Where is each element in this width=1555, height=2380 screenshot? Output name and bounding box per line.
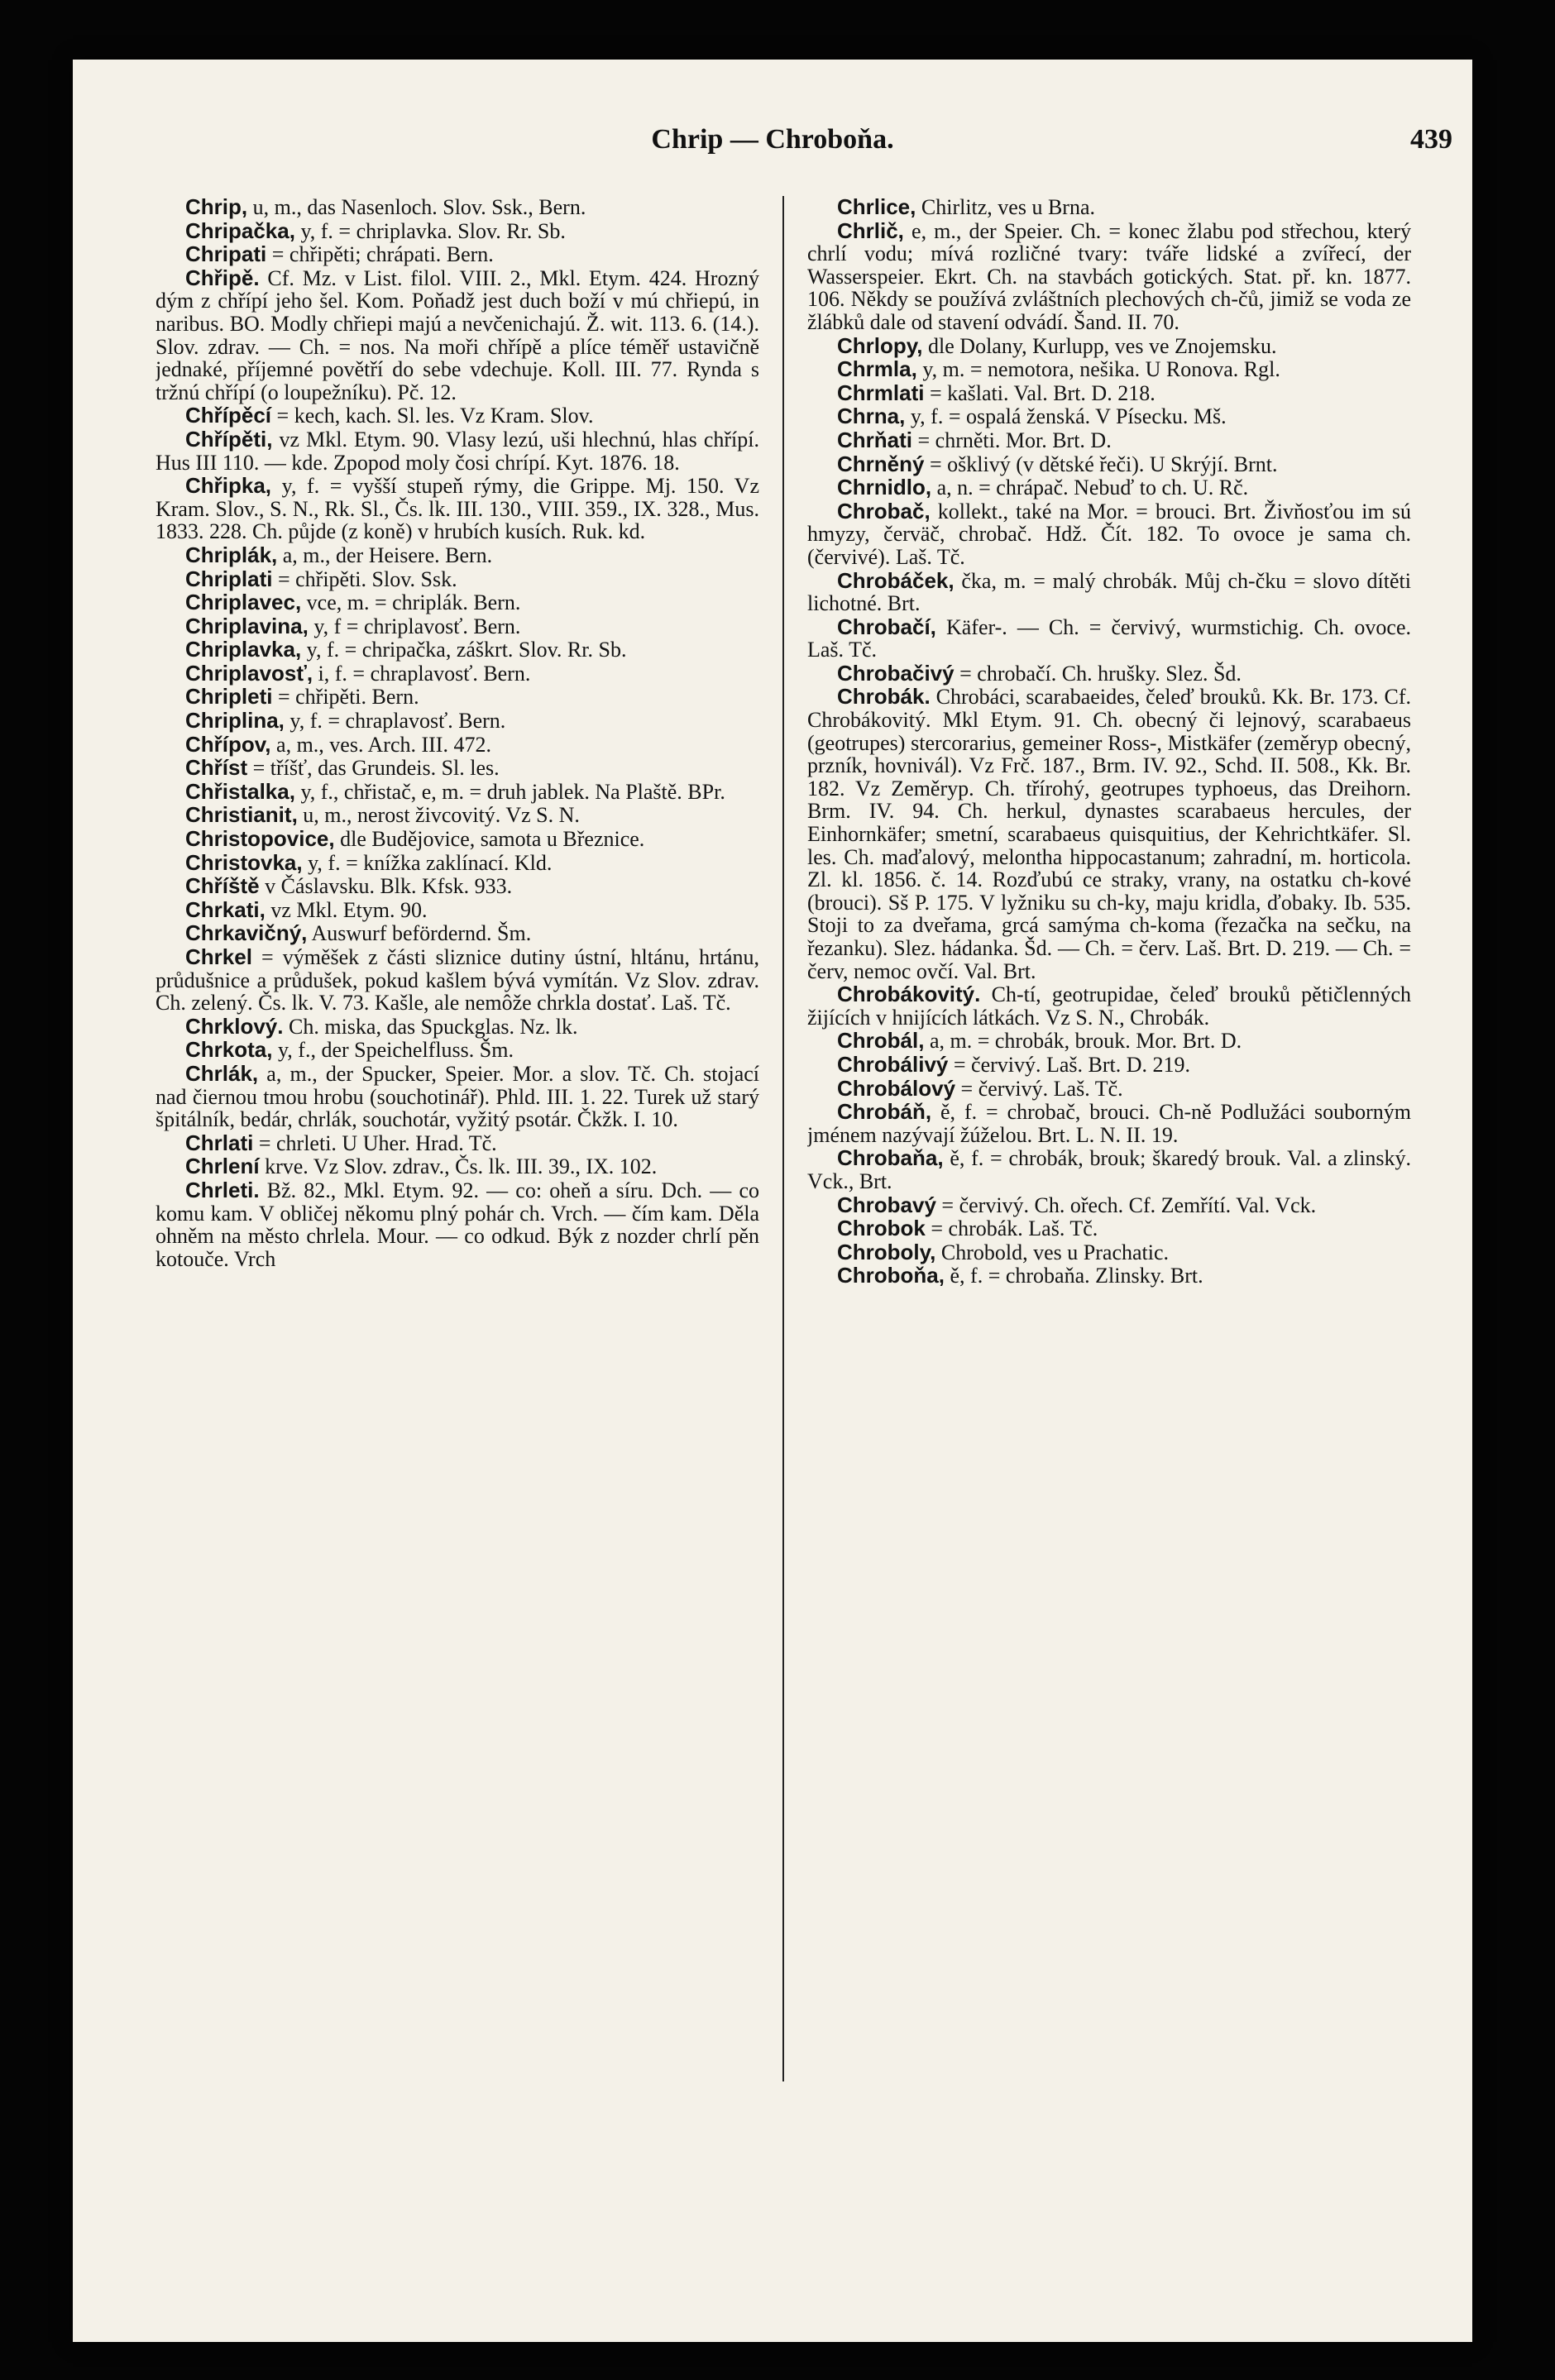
entry-headword: Chřistalka, bbox=[185, 778, 295, 804]
entry-headword: Chrobačí, bbox=[837, 614, 936, 639]
entry-definition: kollekt., také na Mor. = brouci. Brt. Živňosťou im sú hmyzy, červäč, chrobač. Hdž. Čít. 182. To ovoce je sama ch. (červivé). Laš. Tč. bbox=[807, 499, 1411, 569]
dictionary-entry bbox=[156, 544, 759, 567]
page-header bbox=[73, 124, 1472, 174]
entry-headword: Chrkel bbox=[185, 944, 252, 969]
dictionary-entry bbox=[156, 615, 759, 638]
dictionary-entry bbox=[807, 453, 1411, 476]
dictionary-entry bbox=[156, 428, 759, 474]
entry-headword: Chrobaňa, bbox=[837, 1145, 944, 1171]
entry-definition: = ošklivý (v dětské řeči). U Skrýjí. Brnt. bbox=[924, 452, 1278, 476]
entry-headword: Chříst bbox=[185, 755, 248, 781]
dictionary-entry bbox=[156, 1155, 759, 1178]
entry-headword: Chrobač, bbox=[837, 498, 931, 523]
entry-definition: Chirlitz, ves u Brna. bbox=[916, 196, 1096, 219]
entry-definition: u, m., nerost živcovitý. Vz S. N. bbox=[297, 803, 580, 828]
entry-headword: Chriplavina, bbox=[185, 613, 309, 638]
entry-definition: Bž. 82., Mkl. Etym. 92. — co: oheň a síru. Dch. — co komu kam. V obličej někomu plný pohár ch. Vrch. — čím kam. Děla ohněm na město chrlela. Mour. — co odkud. Býk z nozder chrlí pěn kotouče. Vrch bbox=[156, 1178, 759, 1271]
entry-definition: čka, m. = malý chrobák. Můj ch-čku = slovo dítěti lichotné. Brt. bbox=[807, 568, 1411, 616]
dictionary-entry bbox=[156, 1179, 759, 1270]
dictionary-entry bbox=[807, 196, 1411, 219]
entry-headword: Christovka, bbox=[185, 849, 303, 875]
text-columns bbox=[156, 196, 1413, 2230]
entry-headword: Chříště bbox=[185, 873, 260, 899]
dictionary-entry bbox=[807, 1075, 1411, 1101]
dictionary-entry bbox=[156, 946, 759, 1015]
entry-definition: dle Dolany, Kurlupp, ves ve Znojemsku. bbox=[922, 333, 1277, 358]
dictionary-entry bbox=[156, 778, 759, 804]
entry-definition: vz Mkl. Etym. 90. Vlasy lezú, uši hlechnú, hlas chřípí. Hus III 110. — kde. Zpopod moly čosi chrípí. Kyt. 1876. 18. bbox=[156, 427, 759, 475]
entry-definition: e, m., der Speier. Ch. = konec žlabu pod střechou, který chrlí vodu; mívá rozličné tvary: tváře lidské a zvířecí, der Wasserspeier. Ekrt. Ch. na stavbách gotických. Stat. př. kn. 1877. 106. Někdy se používá zvláštních plechových ch-čů, jimiž se voda ze žlábků dale od stavení odvádí. Šand. II. 70. bbox=[807, 218, 1411, 334]
entry-headword: Chrlák, bbox=[185, 1060, 259, 1086]
entry-definition: = červivý. Laš. Tč. bbox=[955, 1076, 1123, 1101]
entry-definition: = červivý. Ch. ořech. Cf. Zemřítí. Val. Vck. bbox=[935, 1192, 1317, 1217]
entry-definition: y, f., der Speichelfluss. Šm. bbox=[272, 1038, 514, 1063]
entry-definition: a, m. = chrobák, brouk. Mor. Brt. D. bbox=[924, 1029, 1242, 1054]
dictionary-entry bbox=[807, 382, 1411, 405]
dictionary-entry bbox=[807, 983, 1411, 1029]
entry-headword: Chrlice, bbox=[837, 196, 916, 219]
entry-definition: dle Budějovice, samota u Březnice. bbox=[334, 827, 645, 852]
entry-headword: Chřipka, bbox=[185, 473, 272, 499]
entry-definition: a, m., der Heisere. Bern. bbox=[277, 542, 493, 567]
right-column bbox=[807, 196, 1411, 2230]
entry-definition: a, n. = chrápač. Nebuď to ch. U. Rč. bbox=[931, 476, 1249, 500]
dictionary-entry bbox=[807, 476, 1411, 499]
entry-definition: Ch-tí, geotrupidae, čeleď brouků pětičlenných žijících v hnijících látkách. Vz S. N., Chrobák. bbox=[807, 982, 1411, 1030]
dictionary-entry bbox=[156, 731, 759, 757]
entry-headword: Christopovice, bbox=[185, 826, 335, 852]
entry-headword: Chrobál, bbox=[837, 1028, 925, 1054]
entry-headword: Chrmla, bbox=[837, 356, 917, 382]
column-divider bbox=[782, 196, 784, 2081]
dictionary-entry bbox=[807, 1030, 1411, 1053]
entry-headword: Chrobavý bbox=[837, 1192, 936, 1217]
entry-headword: Chriplati bbox=[185, 566, 273, 591]
dictionary-entry bbox=[807, 1241, 1411, 1264]
entry-headword: Chrobákovitý. bbox=[837, 982, 981, 1007]
entry-headword: Chroboňa, bbox=[837, 1263, 945, 1288]
dictionary-entry bbox=[807, 500, 1411, 569]
dictionary-entry bbox=[156, 662, 759, 686]
entry-definition: vce, m. = chriplák. Bern. bbox=[301, 590, 521, 615]
entry-definition: = chrněti. Mor. Brt. D. bbox=[912, 428, 1112, 452]
entry-headword: Chřípov, bbox=[185, 731, 271, 757]
entry-headword: Chripleti bbox=[185, 684, 273, 710]
entry-headword: Chrobáček, bbox=[837, 567, 955, 593]
entry-definition: Ch. miska, das Spuckglas. Nz. lk. bbox=[283, 1014, 578, 1039]
dictionary-entry bbox=[807, 1264, 1411, 1288]
dictionary-entry bbox=[156, 243, 759, 266]
entry-definition: = červivý. Laš. Brt. D. 219. bbox=[948, 1052, 1191, 1077]
dictionary-entry bbox=[807, 686, 1411, 982]
left-column bbox=[156, 196, 759, 2230]
entry-headword: Chrobok bbox=[837, 1216, 926, 1241]
entry-definition: = kašlati. Val. Brt. D. 218. bbox=[924, 380, 1155, 405]
entry-definition: ě, f. = chrobač, brouci. Ch-ně Podlužáci souborným jménem nazývají žúželou. Brt. L. N. II. 19. bbox=[807, 1100, 1411, 1147]
dictionary-entry bbox=[156, 1013, 759, 1039]
entry-definition: y, f. = chripačka, záškrt. Slov. Rr. Sb. bbox=[301, 638, 627, 662]
dictionary-entry bbox=[807, 567, 1411, 616]
entry-headword: Chripati bbox=[185, 241, 267, 267]
dictionary-entry bbox=[156, 896, 759, 922]
entry-definition: ě, f. = chrobák, brouk; škaredý brouk. Val. a zlinský. Vck., Brt. bbox=[807, 1146, 1411, 1193]
dictionary-entry bbox=[156, 710, 759, 733]
dictionary-entry bbox=[156, 217, 759, 243]
dictionary-entry bbox=[156, 828, 759, 851]
entry-headword: Chrkota, bbox=[185, 1037, 273, 1063]
entry-definition: y, f. = vyšší stupeň rýmy, die Grippe. Mj. 150. Vz Kram. Slov., S. N., Rk. Sl., Čs. lk. III. 130., VIII. 359., IX. 328., Mus. 1833. 228. Ch. půjde (z koně) v hrubích kusích. Ruk. kd. bbox=[156, 474, 759, 544]
entry-definition: krve. Vz Slov. zdrav., Čs. lk. III. 39., IX. 102. bbox=[259, 1154, 658, 1179]
dictionary-entry bbox=[807, 662, 1411, 686]
dictionary-entry bbox=[156, 1039, 759, 1062]
entry-definition: y, f = chriplavosť. Bern. bbox=[308, 614, 521, 638]
entry-headword: Chroboly, bbox=[837, 1239, 936, 1264]
dictionary-entry bbox=[156, 638, 759, 662]
entry-definition: Chrobáci, scarabaeides, čeleď brouků. Kk. Br. 173. Cf. Chrobákovitý. Mkl Etym. 91. Ch. obecný či lejnový, scarabaeus (geotrupes) stercorarius, gemeiner Ross-, Mistkäfer (zeměryp obecný, przník, hovnivál). Vz Frč. 187., Brm. IV. 92., Schd. II. 508., Kk. Br. 182. Vz Zeměryp. Ch. třírohý, geotrupes typhoeus, das Dreihorn. Brm. IV. 94. Ch. herkul, dynastes scarabaeus hercules, der Einhornkäfer; smetní, scarabaeus quisquitius, der Kehrichtkäfer. Sl. les. Ch. maďalový, melontha hippocastanum; zahradní, m. horticola. Zl. kl. 1856. č. 14. Rozďubú ce straky, vrany, na ostatku ch-kové (brouci). Sš P. 175. V lyžniku su ch-ky, maju kridla, ďobaky. Ib. 535. Stoji to za dveřama, grcá samýma ch-koma (řezačka na sečku, na řezanku). Slez. hádanka. Šd. — Ch. = červ. Laš. Brt. D. 219. — Ch. = červ, nemoc ovčí. Val. Brt. bbox=[807, 685, 1411, 983]
entry-definition: = chrleti. U Uher. Hrad. Tč. bbox=[253, 1130, 497, 1155]
entry-definition: Auswurf befördernd. Šm. bbox=[307, 921, 532, 946]
dictionary-entry bbox=[807, 217, 1411, 334]
entry-definition: y, m. = nemotora, nešika. U Ronova. Rgl. bbox=[916, 357, 1280, 382]
entry-definition: Käfer-. — Ch. = červivý, wurmstichig. Ch. ovoce. Laš. Tč. bbox=[807, 614, 1411, 662]
dictionary-entry bbox=[156, 875, 759, 898]
entry-headword: Chrlení bbox=[185, 1154, 260, 1179]
dictionary-entry bbox=[807, 1147, 1411, 1192]
entry-definition: y, f. = chriplavka. Slov. Rr. Sb. bbox=[294, 218, 566, 243]
dictionary-page bbox=[73, 60, 1472, 2342]
entry-headword: Chrleti. bbox=[185, 1177, 260, 1202]
entry-definition: = výměšek z části sliznice dutiny ústní, hltánu, hrtánu, průdušnice a průdušek, pokud kašlem bývá vymítán. Vz Slov. zdrav. Ch. zelený. Čs. lk. V. 73. Kašle, ale nemôže chrkla dostať. Laš. Tč. bbox=[156, 945, 759, 1016]
entry-headword: Chrobálový bbox=[837, 1075, 956, 1101]
entry-headword: Chrip, bbox=[185, 196, 248, 219]
dictionary-entry bbox=[156, 849, 759, 875]
dictionary-entry bbox=[807, 1101, 1411, 1146]
entry-definition: u, m., das Nasenloch. Slov. Ssk., Bern. bbox=[247, 196, 586, 219]
entry-headword: Chrlati bbox=[185, 1130, 254, 1155]
entry-definition: y, f. = chraplavosť. Bern. bbox=[284, 709, 506, 734]
entry-headword: Chrkati, bbox=[185, 896, 266, 922]
dictionary-entry bbox=[156, 475, 759, 543]
dictionary-entry bbox=[807, 429, 1411, 452]
entry-definition: y, f., chřistač, e, m. = druh jablek. Na Plaště. BPr. bbox=[294, 779, 725, 804]
entry-definition: = tříšť, das Grundeis. Sl. les. bbox=[247, 756, 500, 781]
entry-headword: Chriplina, bbox=[185, 708, 285, 734]
dictionary-entry bbox=[156, 568, 759, 591]
page-title: Chrip — Chroboňa. bbox=[651, 124, 894, 155]
entry-headword: Chripačka, bbox=[185, 217, 295, 243]
dictionary-entry bbox=[156, 404, 759, 428]
dictionary-entry bbox=[156, 686, 759, 709]
dictionary-entry bbox=[807, 1194, 1411, 1217]
entry-headword: Chrnidlo, bbox=[837, 475, 932, 500]
entry-headword: Chrklový. bbox=[185, 1013, 284, 1039]
entry-definition: = kech, kach. Sl. les. Vz Kram. Slov. bbox=[271, 404, 594, 428]
dictionary-entry bbox=[807, 332, 1411, 358]
entry-definition: i, f. = chraplavosť. Bern. bbox=[313, 661, 531, 686]
entry-definition: ě, f. = chrobaňa. Zlinsky. Brt. bbox=[945, 1264, 1203, 1288]
dictionary-entry bbox=[156, 1060, 759, 1132]
entry-headword: Chrobák. bbox=[837, 684, 931, 710]
dictionary-entry bbox=[807, 358, 1411, 381]
entry-headword: Christianit, bbox=[185, 802, 298, 828]
dictionary-entry bbox=[807, 1051, 1411, 1077]
entry-definition: vz Mkl. Etym. 90. bbox=[265, 897, 428, 922]
entry-headword: Chrobačivý bbox=[837, 660, 955, 686]
entry-headword: Chriplavka, bbox=[185, 637, 302, 662]
dictionary-entry bbox=[156, 804, 759, 827]
dictionary-entry bbox=[156, 196, 759, 219]
entry-definition: Chrobold, ves u Prachatic. bbox=[935, 1240, 1170, 1264]
entry-definition: = chrobačí. Ch. hrušky. Slez. Šd. bbox=[954, 661, 1242, 686]
dictionary-entry bbox=[807, 1217, 1411, 1240]
entry-headword: Chrněný bbox=[837, 451, 925, 476]
page-number: 439 bbox=[1410, 124, 1452, 155]
entry-headword: Chrňati bbox=[837, 427, 912, 452]
dictionary-entry bbox=[156, 1132, 759, 1155]
entry-headword: Chřípěti, bbox=[185, 426, 273, 452]
entry-headword: Chriplák, bbox=[185, 542, 278, 567]
entry-headword: Chrna, bbox=[837, 404, 906, 429]
entry-definition: = chřipěti. Slov. Ssk. bbox=[272, 566, 457, 591]
dictionary-entry bbox=[156, 757, 759, 780]
entry-headword: Chriplavec, bbox=[185, 590, 302, 615]
entry-definition: = chřipěti; chrápati. Bern. bbox=[266, 242, 494, 267]
entry-headword: Chřípěcí bbox=[185, 403, 272, 428]
entry-headword: Chrobáň, bbox=[837, 1099, 932, 1125]
entry-headword: Chrlič, bbox=[837, 217, 904, 243]
entry-headword: Chrkavičný, bbox=[185, 920, 308, 946]
entry-definition: = chrobák. Laš. Tč. bbox=[925, 1216, 1098, 1241]
entry-definition: Cf. Mz. v List. filol. VIII. 2., Mkl. Etym. 424. Hrozný dým z chřípí jeho šel. Kom. Poňadž jest duch boží v mú chřiepú, in naribus. BO. Modly chřiepi majú a nevčenichajú. Ž. wit. 113. 6. (14.). Slov. zdrav. — Ch. = nos. Na moři chřípě a plíce téměř ustavičně jednaké, příjemné povětří do sebe vdechuje. Koll. III. 77. Rynda s tržnú chřípí (o loupežníku). Pč. 12. bbox=[156, 265, 759, 404]
dictionary-entry bbox=[156, 267, 759, 404]
dictionary-entry bbox=[807, 405, 1411, 428]
dictionary-entry bbox=[156, 591, 759, 614]
entry-definition: v Čáslavsku. Blk. Kfsk. 933. bbox=[259, 874, 513, 899]
entry-headword: Chřipě. bbox=[185, 265, 260, 290]
entry-definition: a, m., der Spucker, Speier. Mor. a slov. Tč. Ch. stojací nad čiernou tmou hrobu (souchotinář). Phld. III. 1. 22. Turek už starý špitálník, bedár, chrlák, souchotár, vyžitý psotár. Čkžk. I. 10. bbox=[156, 1061, 759, 1132]
entry-definition: y, f. = ospalá ženská. V Písecku. Mš. bbox=[905, 404, 1227, 429]
entry-definition: y, f. = knížka zaklínací. Kld. bbox=[302, 850, 553, 875]
entry-headword: Chrobálivý bbox=[837, 1051, 949, 1077]
entry-definition: a, m., ves. Arch. III. 472. bbox=[270, 732, 491, 757]
dictionary-entry bbox=[156, 922, 759, 945]
entry-headword: Chriplavosť, bbox=[185, 660, 313, 686]
entry-headword: Chrlopy, bbox=[837, 332, 923, 358]
entry-definition: = chřipěti. Bern. bbox=[272, 685, 419, 710]
entry-headword: Chrmlati bbox=[837, 380, 925, 405]
dictionary-entry bbox=[807, 616, 1411, 662]
